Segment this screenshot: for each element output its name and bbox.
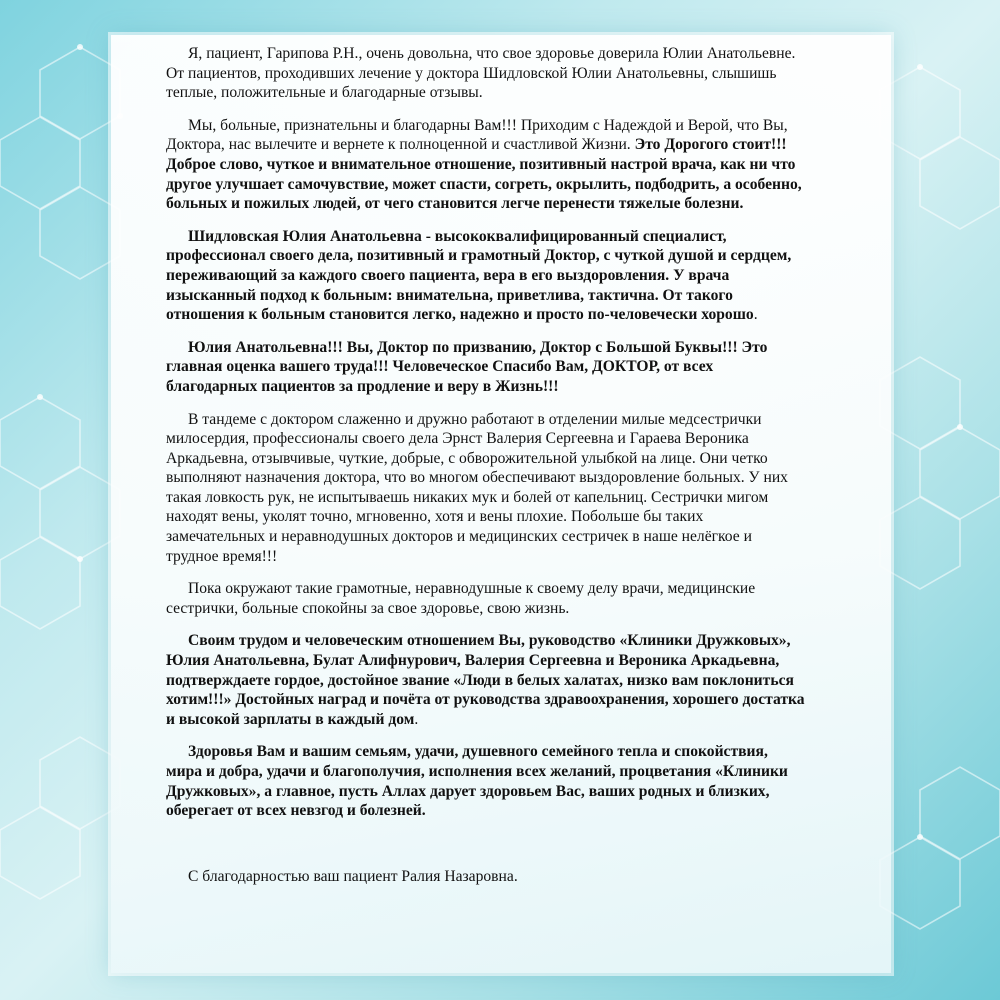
paragraph-doctor-praise-text: Шидловская Юлия Анатольевна - высококвалифицированный специалист, профессионал своего дела, позитивный и грамотный Доктор, с чуткой душой и сердцем, переживающий за каждого своего пациента, вера в его выздоровления. У врача изысканный подход к больным: внимательна, приветлива, тактична. От такого отношения к больным становится легко, надежно и просто по-человечески хорошо [166, 227, 792, 324]
paragraph-calm: Пока окружают такие грамотные, неравнодушные к своему делу врачи, медицинские сестрички, больные спокойны за свое здоровье, свою жизнь. [166, 580, 756, 617]
paragraph-clinic-thanks [166, 631, 806, 729]
period: . [414, 710, 419, 728]
paragraph-nurses: В тандеме с доктором слаженно и дружно работают в отделении милые медсестрички милосердия, профессионалы своего дела Эрнст Валерия Сергеевна и Гараева Вероника Аркадьевна, отзывчивые, чуткие, добрые, с обворожительной улыбкой на лице. Они четко выполняют назначения доктора, что во многом обеспечивают выздоровление больных. У них такая ловкость рук, не испытываешь никаких мук и болей от капельниц. Сестрички мигом находят вены, уколят точно, мгновенно, хотя и вены плохие. Побольше бы таких замечательных и неравнодушных докторов и медицинских сестричек в наше нелёгкое и трудное время!!! [166, 410, 788, 565]
paragraph-gratitude-text: Мы, больные, признательны и благодарны Вам!!! Приходим с Надеждой и Верой, что Вы, Доктора, нас вылечите и вернете к полноценной и счастливой Жизни. [166, 116, 788, 154]
paragraph-wishes: Здоровья Вам и вашим семьям, удачи, душевного семейного тепла и спокойствия, мира и добра, удачи и благополучия, исполнения всех желаний, процветания «Клиники Дружковых», а главное, пусть Аллах дарует здоровьем Вас, ваших родных и близких, оберегает от всех невзгод и болезней. [166, 743, 788, 820]
paragraph-intro: Я, пациент, Гарипова Р.Н., очень довольна, что свое здоровье доверила Юлии Анатольевне. От пациентов, проходивших лечение у доктора Шидловской Юлии Анатольевны, слышишь теплые, положительные и благодарные отзывы. [166, 45, 796, 102]
letter-body [166, 44, 806, 899]
signature: С благодарностью ваш пациент Ралия Назаровна. [188, 867, 518, 885]
paragraph-clinic-thanks-text: Своим трудом и человеческим отношением Вы, руководство «Клиники Дружковых», Юлия Анатольевна, Булат Алифнурович, Валерия Сергеевна и Вероника Аркадьевна, подтверждаете гордое, достойное звание «Люди в белых халатах, низко вам поклониться хотим!!!» Достойных наград и почёта от руководства здравоохранения, хорошего достатка и высокой зарплаты в каждый дом [166, 632, 805, 728]
paragraph-doctor-praise [166, 227, 806, 325]
paragraph-gratitude [166, 116, 806, 214]
period: . [753, 306, 758, 324]
paragraph-gratitude-bold: Это Дорогого стоит!!! Доброе слово, чуткое и внимательное отношение, позитивный настрой врача, как ни что другое улучшает самочувствие, может спасти, согреть, окрылить, подбодрить, а особенно, больных и пожилых людей, от чего становится легче перенести тяжелые болезни. [166, 136, 802, 213]
paragraph-doctor-address: Юлия Анатольевна!!! Вы, Доктор по призванию, Доктор с Большой Буквы!!! Это главная оценка вашего труда!!! Человеческое Спасибо Вам, ДОКТОР, от всех благодарных пациентов за продление и веру в Жизнь!!! [166, 338, 768, 395]
